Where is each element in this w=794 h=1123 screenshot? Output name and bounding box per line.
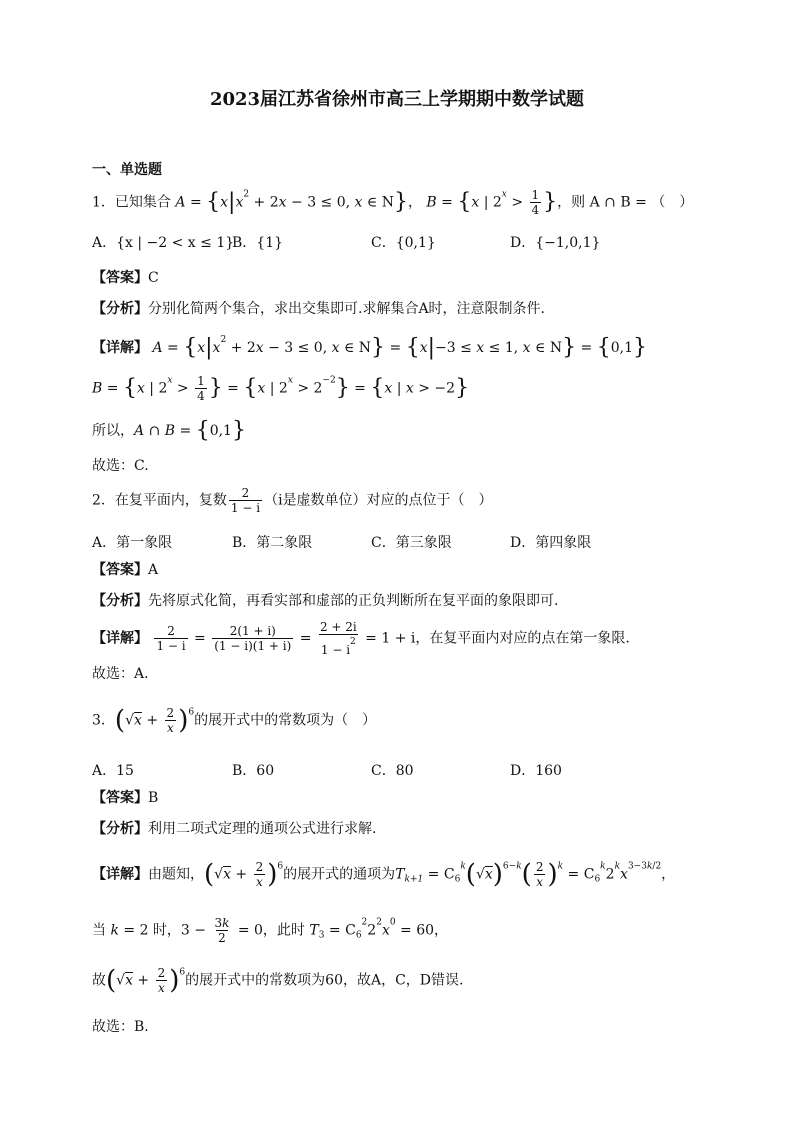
q3-answer: 【答案】B xyxy=(92,790,159,806)
q3-analysis: 【分析】利用二项式定理的通项公式进行求解. xyxy=(92,821,377,837)
page-title: 2023届江苏省徐州市高三上学期期中数学试题 xyxy=(209,89,585,110)
q3-stem: 3．(√x + $\frac{2}{x}$ )$^6$的展开式中的常数项为（ ） xyxy=(92,705,377,736)
q2-answer: 【答案】A xyxy=(92,562,159,578)
q1-option-b: B．{1} xyxy=(232,235,284,251)
section-heading: 一、单选题 xyxy=(92,162,162,178)
q1-option-a: A．{x | −2 < x ≤ 1} xyxy=(92,235,235,251)
q1-detail-3: 所以，A ∩ B = {0,1} xyxy=(92,418,246,443)
q1-answer: 【答案】C xyxy=(92,270,159,286)
q1-number: 1． xyxy=(92,194,115,211)
q3-detail-3: 故(√x + $\frac{2}{x}$ )$^6$的展开式中的常数项为60，故A，C，D错误. xyxy=(92,965,464,996)
q3-detail-1: 【详解】由题知，(√x + $\frac{2}{x}$ )$^6$的展开式的通项为$T_{k+1} = C_6^k(√x)^{6-k}$( $\frac{2}{x}$ )$^k = C_6^k2^kx^{3-3k/2}$， xyxy=(92,859,676,890)
q3-detail-2: 当 k = 2 时，3 − $\frac{3k}{2}$ = 0，此时 $T_3 = C_6^22^2x^0 = 60$， xyxy=(92,916,449,945)
q1-option-d: D．{−1,0,1} xyxy=(510,235,601,251)
q1-detail-1: 【详解】 $A = \{x|x^2 + 2x - 3 \le 0$, x ∈ N} = {x|−3 ≤ x ≤ 1, x ∈ N} = {0,1} xyxy=(92,335,647,360)
q2-option-a: A．第一象限 xyxy=(92,535,173,551)
q2-detail: 【详解】 $\frac{2}{1 - i}$ = $\frac{2(1 + i)}{(1 - i)(1 + i)}$ = $\frac{2 + 2i}{1 - i^2}$ = 1 + i，在复平面内对应的点在第一象限. xyxy=(92,620,630,657)
q1-set-B: B xyxy=(426,194,437,211)
q2-option-d: D．第四象限 xyxy=(510,535,592,551)
q3-option-b: B．60 xyxy=(232,763,275,779)
q2-fraction: $\frac{2}{1 - i}$ xyxy=(230,486,261,515)
q3-option-a: A．15 xyxy=(92,763,134,779)
q1-option-c: C．{0,1} xyxy=(371,235,436,251)
q1-analysis: 【分析】分别化简两个集合，求出交集即可.求解集合A时，注意限制条件. xyxy=(92,301,546,317)
q3-option-c: C．80 xyxy=(371,763,414,779)
q1-conclusion: 故选：C. xyxy=(92,458,149,474)
q1-stem-suffix: ，则 A ∩ B = （ ） xyxy=(557,194,694,211)
q3-option-d: D．160 xyxy=(510,763,562,779)
q2-stem: 2．在复平面内，复数 $\frac{2}{1 - i}$ （i是虚数单位）对应的点位于（ ） xyxy=(92,486,493,515)
q2-option-b: B．第二象限 xyxy=(232,535,313,551)
q1-stem-prefix: 已知集合 xyxy=(114,194,171,211)
q1-set-A: A xyxy=(175,194,186,211)
q2-conclusion: 故选：A. xyxy=(92,666,149,682)
q2-option-c: C．第三象限 xyxy=(371,535,452,551)
q1-detail-2: B = {x | $2^x$ > $\frac{1}{4}$ } = {x | $2^x > 2^{-2}\} = \{x$ | x > −2} xyxy=(92,374,470,403)
q2-analysis: 【分析】先将原式化简，再看实部和虚部的正负判断所在复平面的象限即可. xyxy=(92,593,559,609)
q1-stem: 1．已知集合 $A = \{x|x^2 + 2x - 3 \le 0$, x ∈ N}， B = {x | $2^x$ > $\frac{1}{4}$ }，则 A ∩ B = （ ） xyxy=(92,188,694,217)
q3-conclusion: 故选：B. xyxy=(92,1019,149,1035)
